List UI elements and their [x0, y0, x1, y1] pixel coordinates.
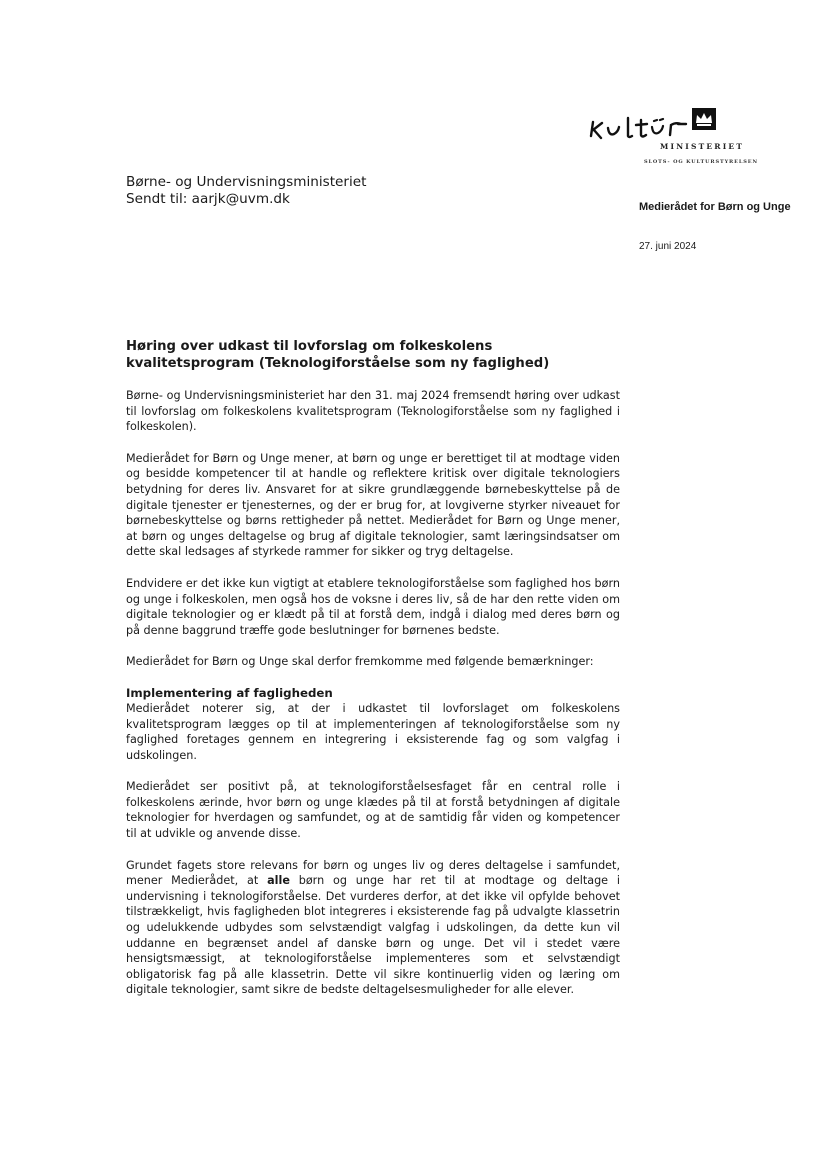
paragraph-1: Børne- og Undervisningsministeriet har den 31. maj 2024 fremsendt høring over udkast til lovforslag om folkeskolens kvalitetsprogram (Teknologiforståelse som ny faglighed i folkeskolen).: [126, 389, 620, 434]
recipient-email: Sendt til: aarjk@uvm.dk: [126, 191, 290, 207]
crown-icon: [692, 108, 716, 130]
paragraph-2: Medierådet for Børn og Unge mener, at børn og unge er berettiget til at modtage viden og besidde kompetencer til at handle og reflektere kritisk over digitale teknologiers betydning for deres liv. Ansvaret for at sikre grundlæggende børnebeskyttelse på de digitale tjenester er tjenesternes, og der er brug for, at lovgiverne styrker niveauet for børnebeskyttelse og børns rettigheder på nettet. Medierådet for Børn og Unge mener, at børn og unges deltagelse og brug af digitale teknologier, samt læringsindsatser om dette skal ledsages af styrkede rammer for sikker og tryg deltagelse.: [126, 451, 620, 559]
paragraph-4: Medierådet for Børn og Unge skal derfor fremkomme med følgende bemærkninger:: [126, 655, 594, 669]
paragraph-7: [126, 858, 620, 998]
paragraph-6: Medierådet ser positivt på, at teknologiforståelsesfaget får en central rolle i folkeskolens ærinde, hvor børn og unge klædes på til at forstå betydningen af digitale teknologier for hverdagen og samfundet, og at de samtidig får viden og kompetencer til at udvikle og anvende disse.: [126, 780, 620, 841]
letter-title: [126, 338, 620, 372]
title-line-1: Høring over udkast til lovforslag om folkeskolens: [126, 339, 493, 354]
letter-date: 27. juni 2024: [639, 241, 697, 252]
recipient-name: Børne- og Undervisningsministeriet: [126, 174, 367, 190]
paragraph-5: Medierådet noterer sig, at der i udkastet til lovforslaget om folkeskolens kvalitetsprogram lægges op til at implementeringen af teknologiforståelse som ny faglighed foretages gennem en integrering i eksisterende fag og som valgfag i udskolingen.: [126, 701, 620, 762]
recipient-block: [126, 174, 366, 208]
emphasis-alle: alle: [267, 874, 290, 888]
sender-block: [639, 199, 799, 252]
section-heading: Implementering af fagligheden: [126, 685, 333, 700]
sender-org: Medierådet for Børn og Unge: [639, 201, 791, 213]
title-line-2: kvalitetsprogram (Teknologiforståelse som ny faglighed): [126, 356, 550, 371]
paragraph-7-end: børn og unge har ret til at modtage og deltage i undervisning i teknologiforståelse. Det vurderes derfor, at det ikke vil opfylde behovet tilstrækkeligt, hvis fagligheden blot integreres i eksisterende fag på udvalgte klassetrin og udelukkende udbydes som selvstændigt valgfag i udskolingen, da dette kun vil uddanne en begrænset andel af danske børn og unge. Det vil i stedet være hensigtsmæssigt, at teknologiforståelse implementeres som et selvstændigt obligatorisk fag på alle klassetrin. Dette vil sikre kontinuerlig viden og læring om digitale teknologier, samt sikre de bedste deltagelsesmuligheder for alle elever.: [126, 874, 620, 997]
paragraph-3: Endvidere er det ikke kun vigtigt at etablere teknologiforståelse som faglighed hos børn og unge i folkeskolen, men også hos de voksne i deres liv, så de har den rette viden om digitale teknologier og er klædt på til at forstå dem, indgå i dialog med deres børn og på denne baggrund træffe gode beslutninger for børnenes bedste.: [126, 576, 620, 637]
agency-wordmark: SLOTS- OG KULTURSTYRELSEN: [644, 159, 758, 165]
letter-body: [126, 338, 620, 1014]
paragraph-7-start: Grundet fagets store relevans for børn og unges liv og deres deltagelse i samfundet, mener Medierådet, at: [126, 858, 620, 888]
ministry-wordmark: MINISTERIET: [660, 142, 745, 151]
ministry-logo: [588, 108, 788, 170]
